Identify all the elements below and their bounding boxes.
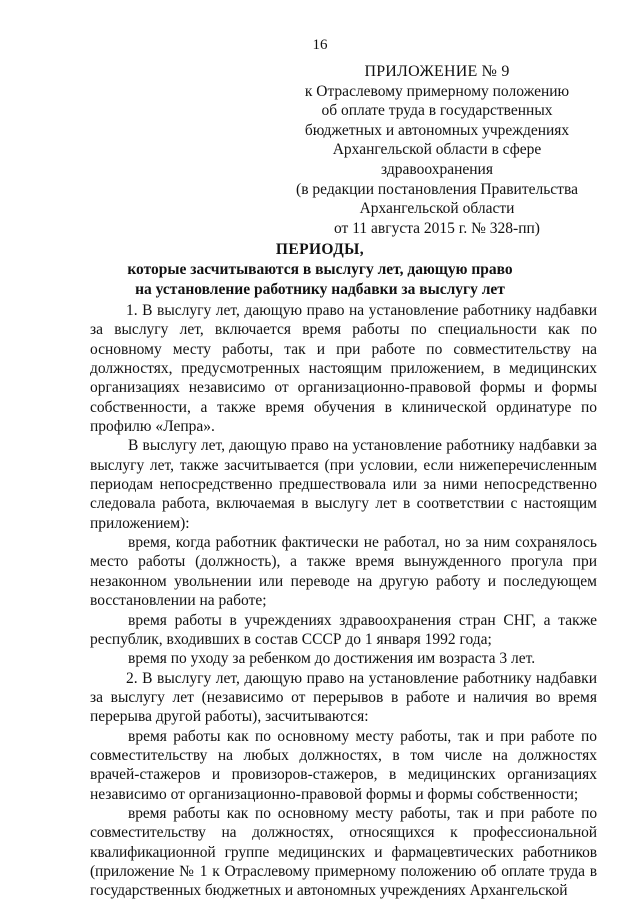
paragraph: время по уходу за ребенком до достижения им возраста 3 лет.: [128, 650, 536, 668]
paragraph: время работы как по основному месту работы, так и при работе по совместительству на должностях, относящихся к профессиональной квалификационной группе медицинских и фармацевтических работников (приложение № 1 к Отраслевому примерному положению об оплате труда в государственных бюджетных и автономных учреждениях Архангельской: [90, 804, 597, 900]
document-subtitle-line: на установление работнику надбавки за выслугу лет: [135, 281, 505, 298]
appendix-line: бюджетных и автономных учреждениях: [304, 121, 570, 139]
document-subtitle-line: которые засчитываются в выслугу лет, дающую право: [127, 261, 513, 278]
appendix-line: Архангельской области: [359, 200, 515, 218]
document-title: ПЕРИОДЫ,: [275, 241, 365, 258]
appendix-line: Архангельской области в сфере: [332, 141, 542, 159]
appendix-line: к Отраслевому примерному положению: [304, 82, 570, 100]
appendix-line: от 11 августа 2015 г. № 328-пп): [334, 219, 540, 237]
paragraph: время, когда работник фактически не работал, но за ним сохранялось место работы (должность), а также время вынужденного прогула при незаконном увольнении или переводе на другую работу и последующем восстановлении на работе;: [90, 534, 597, 610]
page-number: 16: [312, 37, 328, 53]
document-heading: [0, 240, 640, 300]
appendix-title: ПРИЛОЖЕНИЕ № 9: [364, 63, 510, 80]
paragraph: время работы в учреждениях здравоохранения стран СНГ, а также республик, входивших в состав СССР до 1 января 1992 года;: [90, 611, 597, 648]
appendix-block: [292, 62, 582, 238]
appendix-line: здравоохранения: [381, 160, 493, 178]
paragraph: время работы как по основному месту работы, так и при работе по совместительству на любых должностях, в том числе на должностях врачей-стажеров и провизоров-стажеров, в медицинских организациях независимо от организационно-правовой формы и формы собственности;: [90, 727, 597, 803]
paragraph: В выслугу лет, дающую право на установление работнику надбавки за выслугу лет, также засчитывается (при условии, если нижеперечисленным периодам непосредственно предшествовала или за ними непосредственно следовала работа, включаемая в выслугу лет в соответствии с настоящим приложением):: [90, 437, 597, 532]
document-body: [90, 301, 597, 901]
paragraph-item-2: 2. В выслугу лет, дающую право на установление работнику надбавки за выслугу лет (независимо от перерывов в работе и наличия во время перерыва другой работы), засчитываются:: [90, 669, 597, 726]
appendix-line: (в редакции постановления Правительства: [296, 180, 578, 198]
appendix-line: об оплате труда в государственных: [321, 102, 553, 120]
paragraph-item-1: 1. В выслугу лет, дающую право на установление работнику надбавки за выслугу лет, включается время работы по специальности как по основному месту работы, так и при работе по совместительству на должностях, предусмотренных настоящим приложением, в медицинских организациях независимо от организационно-правовой формы и формы собственности, а также время обучения в клинической ординатуре по профилю «Лепра».: [90, 302, 597, 436]
